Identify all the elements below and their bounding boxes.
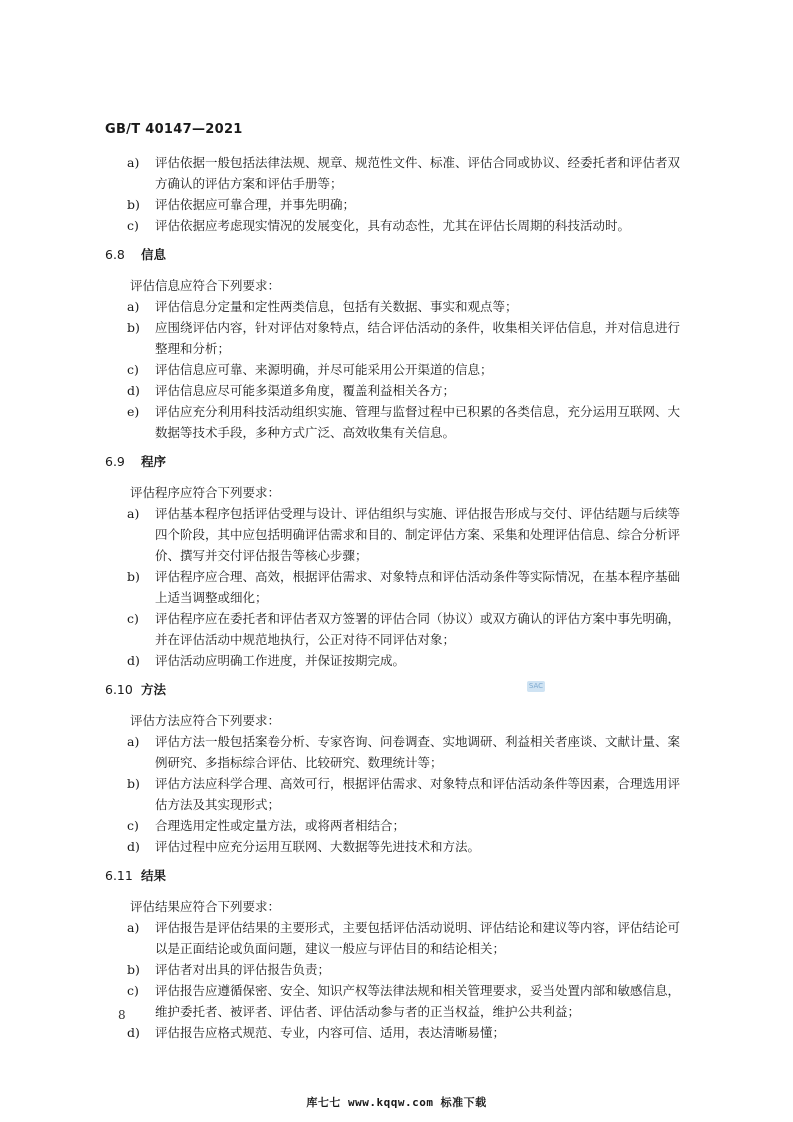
item-text: 评估信息应可靠、来源明确，并尽可能采用公开渠道的信息； — [155, 362, 493, 377]
list-item — [105, 215, 690, 236]
item-text: 评估依据应可靠合理，并事先明确； — [155, 197, 356, 212]
section-intro: 评估结果应符合下列要求： — [130, 899, 281, 914]
section-heading-6-11 — [105, 865, 690, 886]
page-content — [105, 152, 690, 1043]
standard-code: GB/T 40147—2021 — [105, 122, 243, 137]
sac-watermark-icon: SAC — [528, 682, 544, 690]
item-marker: b) — [127, 320, 140, 335]
item-text: 评估者对出具的评估报告负责； — [155, 962, 331, 977]
section-intro: 评估信息应符合下列要求： — [130, 278, 281, 293]
item-marker: c) — [127, 611, 139, 626]
section-heading-6-10 — [105, 679, 690, 700]
item-text: 评估依据一般包括法律法规、规章、规范性文件、标准、评估合同或协议、经委托者和评估者双方确认的评估方案和评估手册等； — [155, 155, 681, 191]
item-marker: d) — [127, 1025, 140, 1040]
item-marker: a) — [127, 299, 140, 314]
list-item — [105, 608, 690, 650]
item-text: 评估方法应科学合理、高效可行，根据评估需求、对象特点和评估活动条件等因素，合理选用评估方法及其实现形式； — [155, 776, 681, 812]
list-item — [105, 980, 690, 1022]
item-marker: b) — [127, 962, 140, 977]
item-marker: a) — [127, 920, 140, 935]
item-marker: e) — [127, 404, 140, 419]
item-marker: d) — [127, 383, 140, 398]
section-heading-6-9 — [105, 451, 690, 472]
item-marker: c) — [127, 983, 139, 998]
item-marker: c) — [127, 818, 139, 833]
item-text: 评估报告应遵循保密、安全、知识产权等法律法规和相关管理要求，妥当处置内部和敏感信息，维护委托者、被评者、评估者、评估活动参与者的正当权益，维护公共利益； — [155, 983, 681, 1019]
item-text: 评估方法一般包括案卷分析、专家咨询、问卷调查、实地调研、利益相关者座谈、文献计量、案例研究、多指标综合评估、比较研究、数理统计等； — [155, 734, 681, 770]
footer-site-link[interactable]: 库七七 www.kqqw.com 标准下载 — [306, 1096, 487, 1109]
item-marker: b) — [127, 197, 140, 212]
page-number: 8 — [118, 1008, 126, 1022]
list-item — [105, 317, 690, 359]
item-marker: c) — [127, 362, 139, 377]
section-number: 6.10 — [105, 682, 133, 697]
list-item — [105, 380, 690, 401]
list-item — [105, 503, 690, 566]
item-text: 评估依据应考虑现实情况的发展变化，具有动态性，尤其在评估长周期的科技活动时。 — [155, 218, 631, 233]
item-text: 评估信息应尽可能多渠道多角度，覆盖利益相关各方； — [155, 383, 456, 398]
list-item — [105, 959, 690, 980]
section-title: 方法 — [141, 682, 167, 697]
list-item — [105, 359, 690, 380]
item-marker: a) — [127, 734, 140, 749]
item-text: 评估应充分利用科技活动组织实施、管理与监督过程中已积累的各类信息，充分运用互联网、大数据等技术手段，多种方式广泛、高效收集有关信息。 — [155, 404, 681, 440]
item-text: 合理选用定性或定量方法，或将两者相结合； — [155, 818, 406, 833]
list-item — [105, 836, 690, 857]
section-title: 结果 — [141, 868, 167, 883]
item-text: 评估报告应格式规范、专业，内容可信、适用，表达清晰易懂； — [155, 1025, 506, 1040]
section-intro: 评估方法应符合下列要求： — [130, 713, 281, 728]
item-text: 评估程序应在委托者和评估者双方签署的评估合同（协议）或双方确认的评估方案中事先明确，并在评估活动中规范地执行，公正对待不同评估对象； — [155, 611, 681, 647]
section-number: 6.11 — [105, 868, 133, 883]
item-text: 评估信息分定量和定性两类信息，包括有关数据、事实和观点等； — [155, 299, 518, 314]
item-text: 评估程序应合理、高效，根据评估需求、对象特点和评估活动条件等实际情况，在基本程序基础上适当调整或细化； — [155, 569, 681, 605]
item-marker: b) — [127, 776, 140, 791]
item-text: 评估活动应明确工作进度，并保证按期完成。 — [155, 653, 406, 668]
section-title: 程序 — [141, 454, 167, 469]
list-item — [105, 815, 690, 836]
list-item — [105, 194, 690, 215]
item-marker: d) — [127, 839, 140, 854]
list-item — [105, 731, 690, 773]
item-text: 评估过程中应充分运用互联网、大数据等先进技术和方法。 — [155, 839, 481, 854]
list-item — [105, 152, 690, 194]
section-title: 信息 — [141, 247, 167, 262]
item-marker: c) — [127, 218, 139, 233]
list-item — [105, 1022, 690, 1043]
item-text: 评估基本程序包括评估受理与设计、评估组织与实施、评估报告形成与交付、评估结题与后续等四个阶段，其中应包括明确评估需求和目的、制定评估方案、采集和处理评估信息、综合分析评价、撰写并交付评估报告等核心步骤； — [155, 506, 681, 563]
item-marker: a) — [127, 506, 140, 521]
item-marker: d) — [127, 653, 140, 668]
item-text: 评估报告是评估结果的主要形式，主要包括评估活动说明、评估结论和建议等内容，评估结论可以是正面结论或负面问题，建议一般应与评估目的和结论相关； — [155, 920, 681, 956]
section-heading-6-8 — [105, 244, 690, 265]
section-number: 6.8 — [105, 247, 125, 262]
section-intro: 评估程序应符合下列要求： — [130, 485, 281, 500]
item-marker: b) — [127, 569, 140, 584]
list-item — [105, 566, 690, 608]
list-item — [105, 296, 690, 317]
list-item — [105, 650, 690, 671]
list-item — [105, 773, 690, 815]
item-text: 应围绕评估内容，针对评估对象特点，结合评估活动的条件，收集相关评估信息，并对信息进行整理和分析； — [155, 320, 681, 356]
item-marker: a) — [127, 155, 140, 170]
section-number: 6.9 — [105, 454, 125, 469]
list-item — [105, 917, 690, 959]
list-item — [105, 401, 690, 443]
